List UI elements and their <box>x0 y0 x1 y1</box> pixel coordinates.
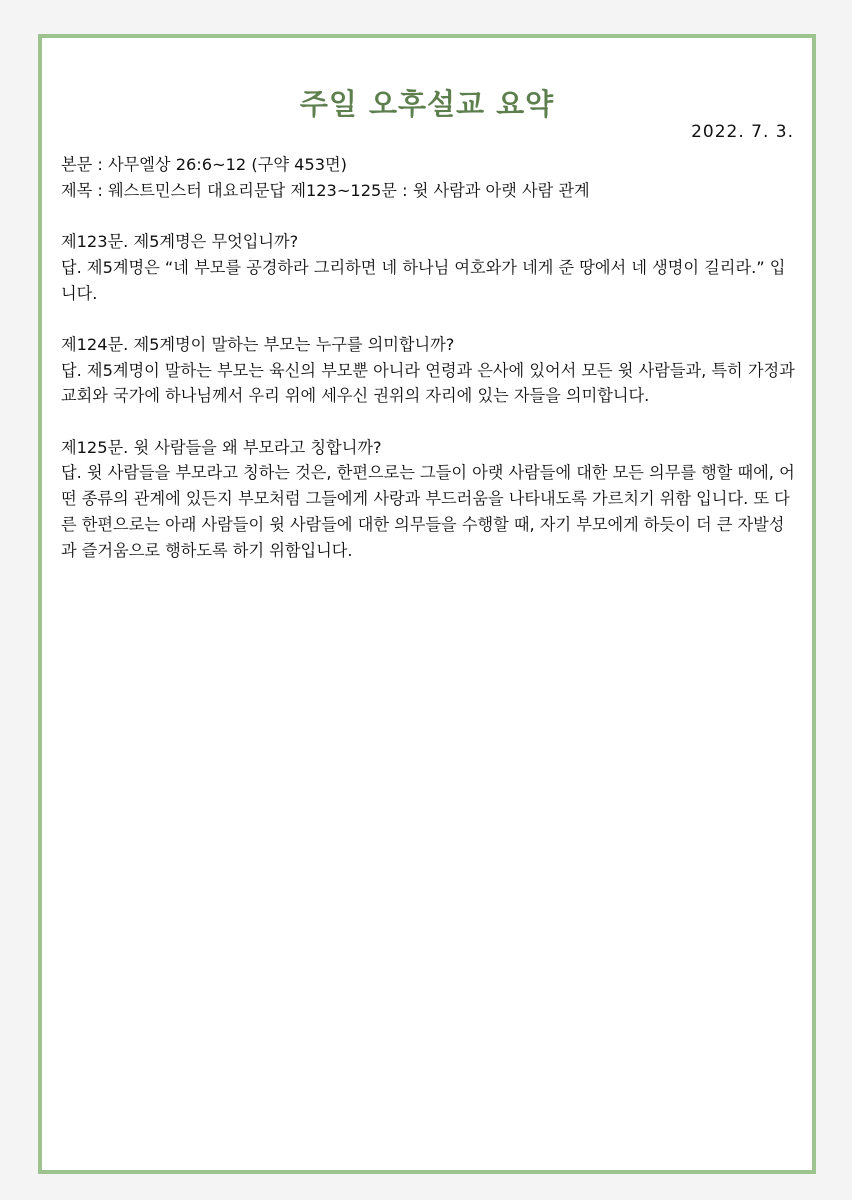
question-125: 제125문. 윗 사람들을 왜 부모라고 칭합니까? <box>61 437 382 457</box>
document-title: 주일 오후설교 요약 <box>299 87 555 121</box>
spacer <box>61 306 796 332</box>
spacer <box>61 203 796 229</box>
spacer <box>61 409 796 435</box>
answer-123: 답. 제5계명은 “네 부모를 공경하라 그리하면 네 하나님 여호와가 네게 준 땅에서 네 생명이 길리라.” 입니다. <box>61 257 786 303</box>
answer-125: 답. 윗 사람들을 부모라고 칭하는 것은, 한편으로는 그들이 아랫 사람들에 대한 모든 의무를 행할 때에, 어떤 종류의 관계에 있든지 부모처럼 그들에게 사랑과 부드러움을 나타내도록 가르치기 위함 입니다. 또 다른 한편으로는 아래 사람들이 윗 사람들에 대한 의무들을 수행할 때, 자기 부모에게 하듯이 더 큰 자발성과 즐거움으로 행하도록 하기 위함입니다. <box>61 463 795 560</box>
document-body <box>61 152 796 563</box>
question-124: 제124문. 제5계명이 말하는 부모는 누구를 의미합니까? <box>61 334 455 354</box>
scripture-reference: 본문 : 사무엘상 26:6~12 (구약 453면) <box>61 155 347 174</box>
document-date: 2022. 7. 3. <box>691 122 794 142</box>
question-123: 제123문. 제5계명은 무엇입니까? <box>61 232 299 252</box>
answer-124: 답. 제5계명이 말하는 부모는 육신의 부모뿐 아니라 연령과 은사에 있어서 모든 윗 사람들과, 특히 가정과 교회와 국가에 하나님께서 우리 위에 세우신 권위의 자리에 있는 자들을 의미합니다. <box>61 360 795 406</box>
document-frame <box>38 34 816 1174</box>
sermon-subject: 제목 : 웨스트민스터 대요리문답 제123~125문 : 윗 사람과 아랫 사람 관계 <box>61 180 590 200</box>
